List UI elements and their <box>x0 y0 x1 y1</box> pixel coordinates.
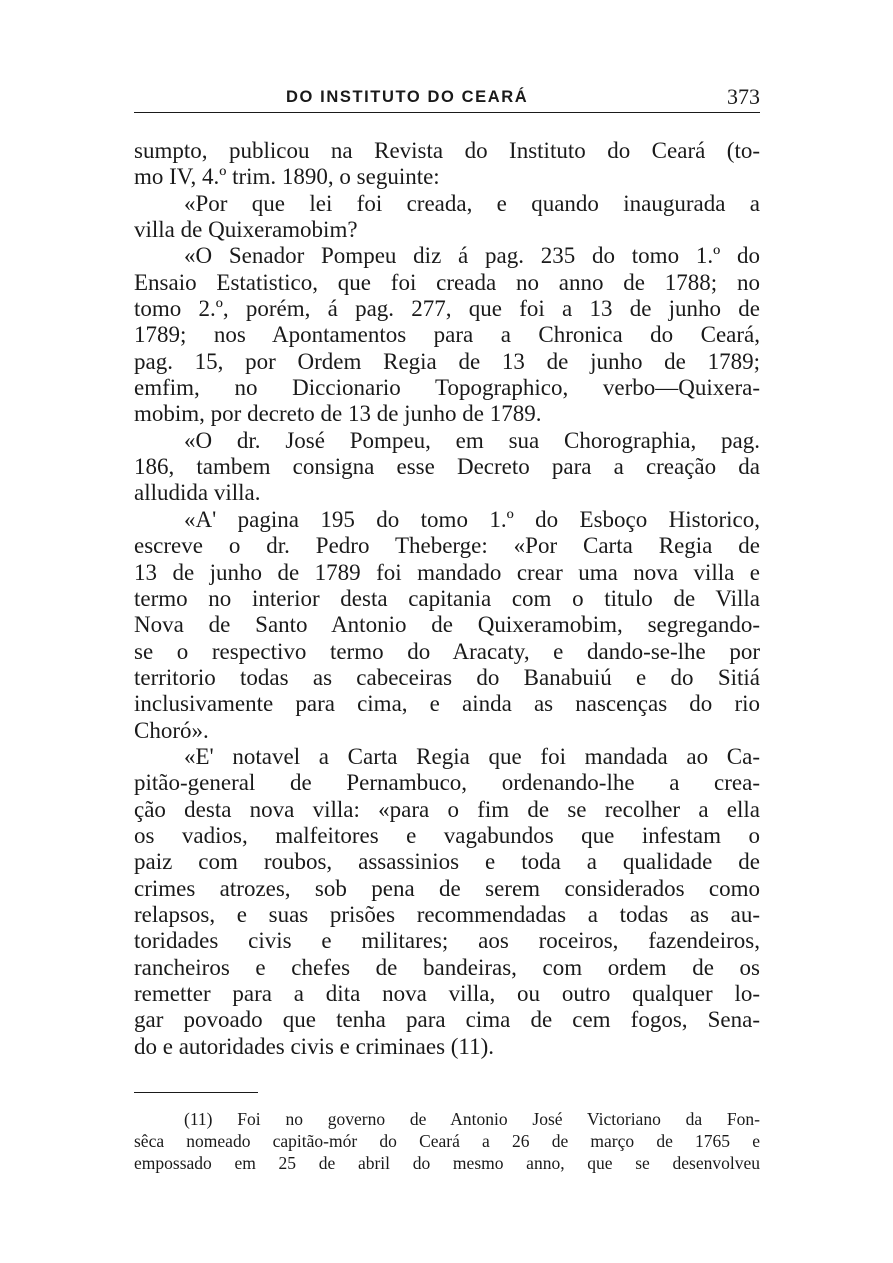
text-line: Ensaio Estatistico, que foi creada no anno de 1788; no <box>134 269 760 295</box>
text-line: Choró». <box>134 717 209 743</box>
footnote-line: sêca nomeado capitão-mór do Ceará a 26 de março de 1765 e <box>134 1131 760 1151</box>
footnote-rule <box>134 1092 258 1093</box>
text-line: rancheiros e chefes de bandeiras, com ordem de os <box>134 954 760 980</box>
footnote <box>134 1108 760 1174</box>
text-line: territorio todas as cabeceiras do Banabuiú e do Sitiá <box>134 664 760 690</box>
text-line: sumpto, publicou na Revista do Instituto do Ceará (to- <box>134 138 760 163</box>
header-rule <box>134 112 760 113</box>
text-line: 1789; nos Apontamentos para a Chronica do Ceará, <box>134 322 760 348</box>
text-line: ção desta nova villa: «para o fim de se recolher a ella <box>134 796 760 822</box>
body-text <box>134 138 760 1060</box>
text-line: pag. 15, por Ordem Regia de 13 de junho de 1789; <box>134 348 760 374</box>
text-line: alludida villa. <box>134 480 261 506</box>
running-header <box>134 84 760 114</box>
text-line: «O dr. José Pompeu, em sua Chorographia, pag. <box>184 427 760 453</box>
text-line: 186, tambem consigna esse Decreto para a creação da <box>134 454 760 480</box>
footnote-line: (11) Foi no governo de Antonio José Victoriano da Fon- <box>184 1109 760 1129</box>
running-head-title: DO INSTITUTO DO CEARÁ <box>286 88 529 106</box>
text-line: escreve o dr. Pedro Theberge: «Por Carta Regia de <box>134 533 760 559</box>
text-line: villa de Quixeramobim? <box>134 217 358 243</box>
text-line: pitão-general de Pernambuco, ordenando-lhe a crea- <box>134 770 760 796</box>
text-line: tomo 2.º, porém, á pag. 277, que foi a 13 de junho de <box>134 296 760 322</box>
text-line: emfim, no Diccionario Topographico, verbo—Quixera- <box>134 375 760 401</box>
text-line: «A' pagina 195 do tomo 1.º do Esboço Historico, <box>184 506 760 532</box>
text-line: paiz com roubos, assassinios e toda a qualidade de <box>134 849 760 875</box>
footnote-line: empossado em 25 de abril do mesmo anno, que se desenvolveu <box>134 1153 760 1173</box>
text-line: remetter para a dita nova villa, ou outro qualquer lo- <box>134 981 760 1006</box>
text-line: se o respectivo termo do Aracaty, e dando-se-lhe por <box>134 638 760 664</box>
text-line: inclusivamente para cima, e ainda as nascenças do rio <box>134 691 760 717</box>
text-line: gar povoado que tenha para cima de cem fogos, Sena- <box>134 1007 760 1033</box>
page-number: 373 <box>727 84 760 109</box>
text-line: relapsos, e suas prisões recommendadas a todas as au- <box>134 901 760 927</box>
text-line: termo no interior desta capitania com o titulo de Villa <box>134 585 760 611</box>
text-line: mobim, por decreto de 13 de junho de 1789. <box>134 401 542 427</box>
text-line: «O Senador Pompeu diz á pag. 235 do tomo 1.º do <box>184 243 760 269</box>
text-line: do e autoridades civis e criminaes (11). <box>134 1033 494 1059</box>
text-line: 13 de junho de 1789 foi mandado crear uma nova villa e <box>134 559 760 585</box>
text-line: os vadios, malfeitores e vagabundos que infestam o <box>134 822 760 848</box>
text-line: crimes atrozes, sob pena de serem considerados como <box>134 875 760 901</box>
text-line: mo IV, 4.º trim. 1890, o seguinte: <box>134 164 440 190</box>
text-line: toridades civis e militares; aos roceiros, fazendeiros, <box>134 928 760 954</box>
text-line: Nova de Santo Antonio de Quixeramobim, segregando- <box>134 612 760 638</box>
text-line: «Por que lei foi creada, e quando inaugurada a <box>184 190 760 216</box>
text-line: «E' notavel a Carta Regia que foi mandada ao Ca- <box>184 743 760 769</box>
